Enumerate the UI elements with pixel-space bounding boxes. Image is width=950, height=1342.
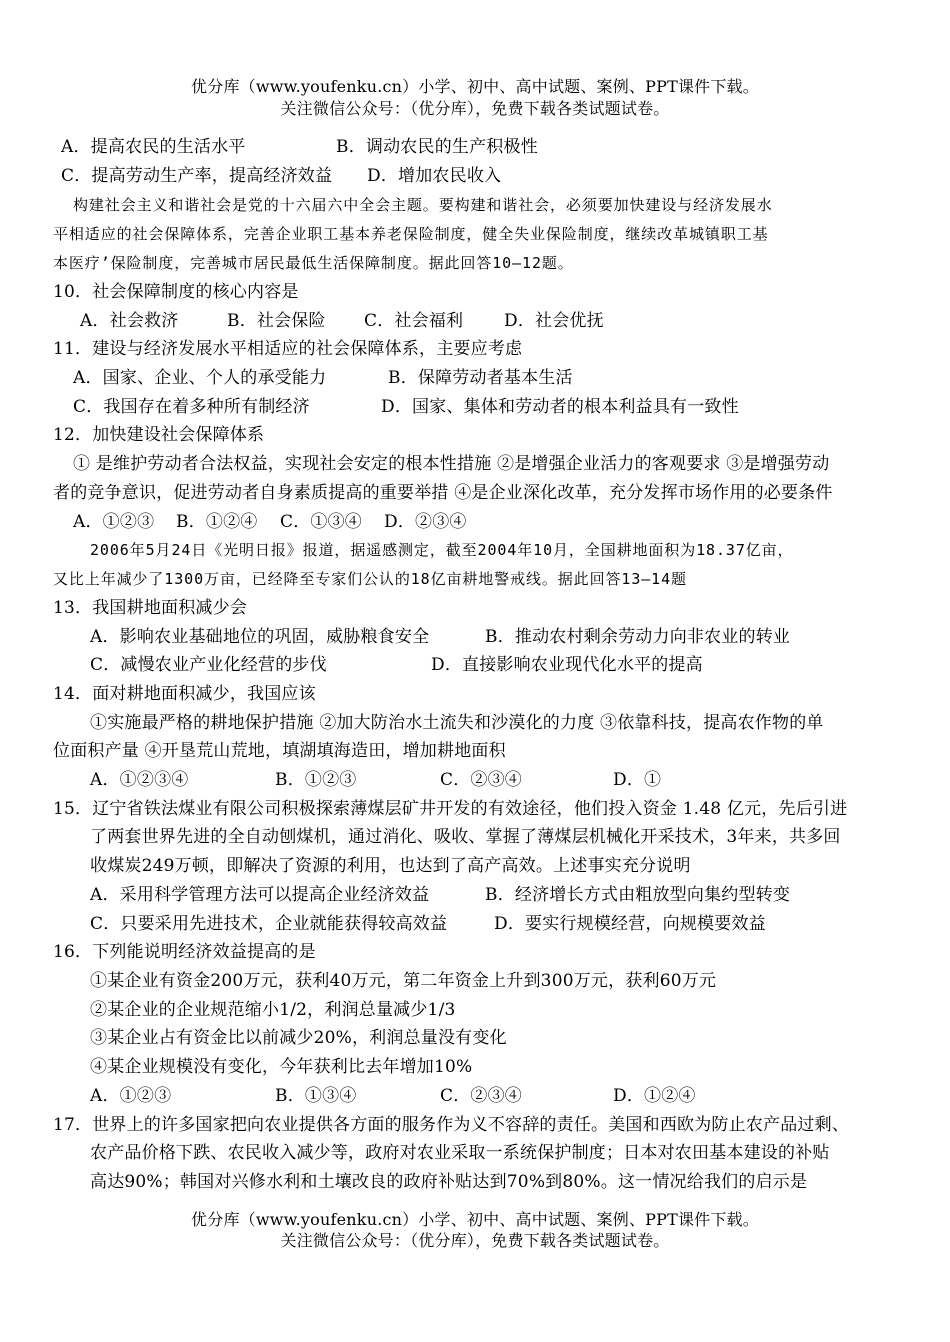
q16-item-1: ①某企业有资金200万元，获利40万元，第二年资金上升到300万元，获利60万元 <box>90 971 717 991</box>
passage1-line-2: 平相适应的社会保障体系，完善企业职工基本养老保险制度，健全失业保险制度，继续改革城镇职工基 <box>53 225 769 243</box>
q12-stem: 12．加快建设社会保障体系 <box>53 425 265 445</box>
q14-option-c: C．②③④ <box>440 770 523 790</box>
q15-line-2: 了两套世界先进的全自动刨煤机，通过消化、吸收、掌握了薄煤层机械化开采技术，3年来，共多回 <box>90 827 841 847</box>
footer-line-1: 优分库（www.youfenku.cn）小学、初中、高中试题、案例、PPT课件下载。 <box>191 1210 759 1229</box>
q17-line-1: 17．世界上的许多国家把向农业提供各方面的服务作为义不容辞的责任。美国和西欧为防止农产品过剩、 <box>53 1115 850 1135</box>
q11-option-d: D．国家、集体和劳动者的根本利益具有一致性 <box>381 397 739 417</box>
q13-option-b: B．推动农村剩余劳动力向非农业的转业 <box>485 627 791 647</box>
q12-option-a: A．①②③ <box>73 512 155 532</box>
passage1-line-3: 本医疗’保险制度，完善城市居民最低生活保障制度。据此回答10—12题。 <box>53 254 574 272</box>
q13-option-a: A．影响农业基础地位的巩固，威胁粮食安全 <box>90 627 430 647</box>
q9-option-a: A．提高农民的生活水平 <box>61 137 246 157</box>
q12-option-b: B．①②④ <box>176 512 258 532</box>
q16-item-3: ③某企业占有资金比以前减少20%，利润总量没有变化 <box>90 1028 507 1048</box>
q11-option-a: A．国家、企业、个人的承受能力 <box>73 368 327 388</box>
header-line-2: 关注微信公众号：（优分库），免费下载各类试题试卷。 <box>280 99 670 118</box>
q14-option-d: D．① <box>613 770 662 790</box>
q13-stem: 13．我国耕地面积减少会 <box>53 598 248 618</box>
q9-option-b: B．调动农民的生产积极性 <box>336 137 538 157</box>
q13-option-d: D．直接影响农业现代化水平的提高 <box>431 655 703 675</box>
q16-option-b: B．①③④ <box>275 1086 357 1106</box>
q10-option-b: B．社会保险 <box>227 311 326 331</box>
q15-line-3: 收煤炭249万顿，即解决了资源的利用，也达到了高产高效。上述事实充分说明 <box>90 856 691 876</box>
q12-line-1: ① 是维护劳动者合法权益，实现社会安定的根本性措施 ②是增强企业活力的客观要求 ③是增强劳动 <box>73 454 830 474</box>
q11-option-b: B．保障劳动者基本生活 <box>388 368 573 388</box>
passage2-line-1: 2006年5月24日《光明日报》报道，据遥感测定，截至2004年10月，全国耕地面积为18.37亿亩， <box>90 541 794 559</box>
passage1-line-1: 构建社会主义和谐社会是党的十六届六中全会主题。要构建和谐社会，必须要加快建设与经济发展水 <box>73 196 773 214</box>
q12-option-c: C．①③④ <box>280 512 363 532</box>
q12-option-d: D．②③④ <box>384 512 467 532</box>
q16-item-2: ②某企业的企业规范缩小1/2，利润总量减少1/3 <box>90 1000 456 1020</box>
q15-option-d: D．要实行规模经营，向规模要效益 <box>494 914 766 934</box>
q14-line-1: ①实施最严格的耕地保护措施 ②加大防治水土流失和沙漠化的力度 ③依靠科技，提高农作物的单 <box>90 713 824 733</box>
q14-stem: 14．面对耕地面积减少，我国应该 <box>53 684 316 704</box>
q10-stem: 10．社会保障制度的核心内容是 <box>53 282 299 302</box>
q15-line-1: 15．辽宁省铁法煤业有限公司积极探索薄煤层矿井开发的有效途径，他们投入资金 1.48 亿元，先后引进 <box>53 799 848 819</box>
q12-line-2: 者的竞争意识，促进劳动者自身素质提高的重要举措 ④是企业深化改革，充分发挥市场作用的必要条件 <box>53 483 833 503</box>
q16-option-c: C．②③④ <box>440 1086 523 1106</box>
q11-option-c: C．我国存在着多种所有制经济 <box>73 397 310 417</box>
q15-option-a: A．采用科学管理方法可以提高企业经济效益 <box>90 885 430 905</box>
q13-option-c: C．减慢农业产业化经营的步伐 <box>90 655 327 675</box>
passage2-line-2: 又比上年减少了1300万亩，已经降至专家们公认的18亿亩耕地警戒线。据此回答13—14题 <box>53 570 687 588</box>
q10-option-a: A．社会救济 <box>80 311 179 331</box>
q9-option-d: D．增加农民收入 <box>367 166 502 186</box>
header-line-1: 优分库（www.youfenku.cn）小学、初中、高中试题、案例、PPT课件下载。 <box>191 77 759 96</box>
q10-option-d: D．社会优抚 <box>504 311 604 331</box>
q16-stem: 16．下列能说明经济效益提高的是 <box>53 942 316 962</box>
q14-line-2: 位面积产量 ④开垦荒山荒地，填湖填海造田，增加耕地面积 <box>53 741 506 761</box>
q14-option-a: A．①②③④ <box>90 770 189 790</box>
q16-option-a: A．①②③ <box>90 1086 172 1106</box>
footer-line-2: 关注微信公众号：（优分库），免费下载各类试题试卷。 <box>280 1231 670 1250</box>
q14-option-b: B．①②③ <box>275 770 357 790</box>
q11-stem: 11．建设与经济发展水平相适应的社会保障体系，主要应考虑 <box>53 339 523 359</box>
q9-option-c: C．提高劳动生产率，提高经济效益 <box>61 166 333 186</box>
q16-item-4: ④某企业规模没有变化，今年获利比去年增加10% <box>90 1057 473 1077</box>
q17-line-3: 高达90%；韩国对兴修水利和土壤改良的政府补贴达到70%到80%。这一情况给我们的启示是 <box>90 1172 808 1192</box>
q16-option-d: D．①②④ <box>613 1086 696 1106</box>
q10-option-c: C．社会福利 <box>364 311 464 331</box>
q17-line-2: 农产品价格下跌、农民收入减少等，政府对农业采取一系统保护制度；日本对农田基本建设的补贴 <box>90 1143 830 1163</box>
q15-option-c: C．只要采用先进技术，企业就能获得较高效益 <box>90 914 448 934</box>
q15-option-b: B．经济增长方式由粗放型向集约型转变 <box>485 885 791 905</box>
